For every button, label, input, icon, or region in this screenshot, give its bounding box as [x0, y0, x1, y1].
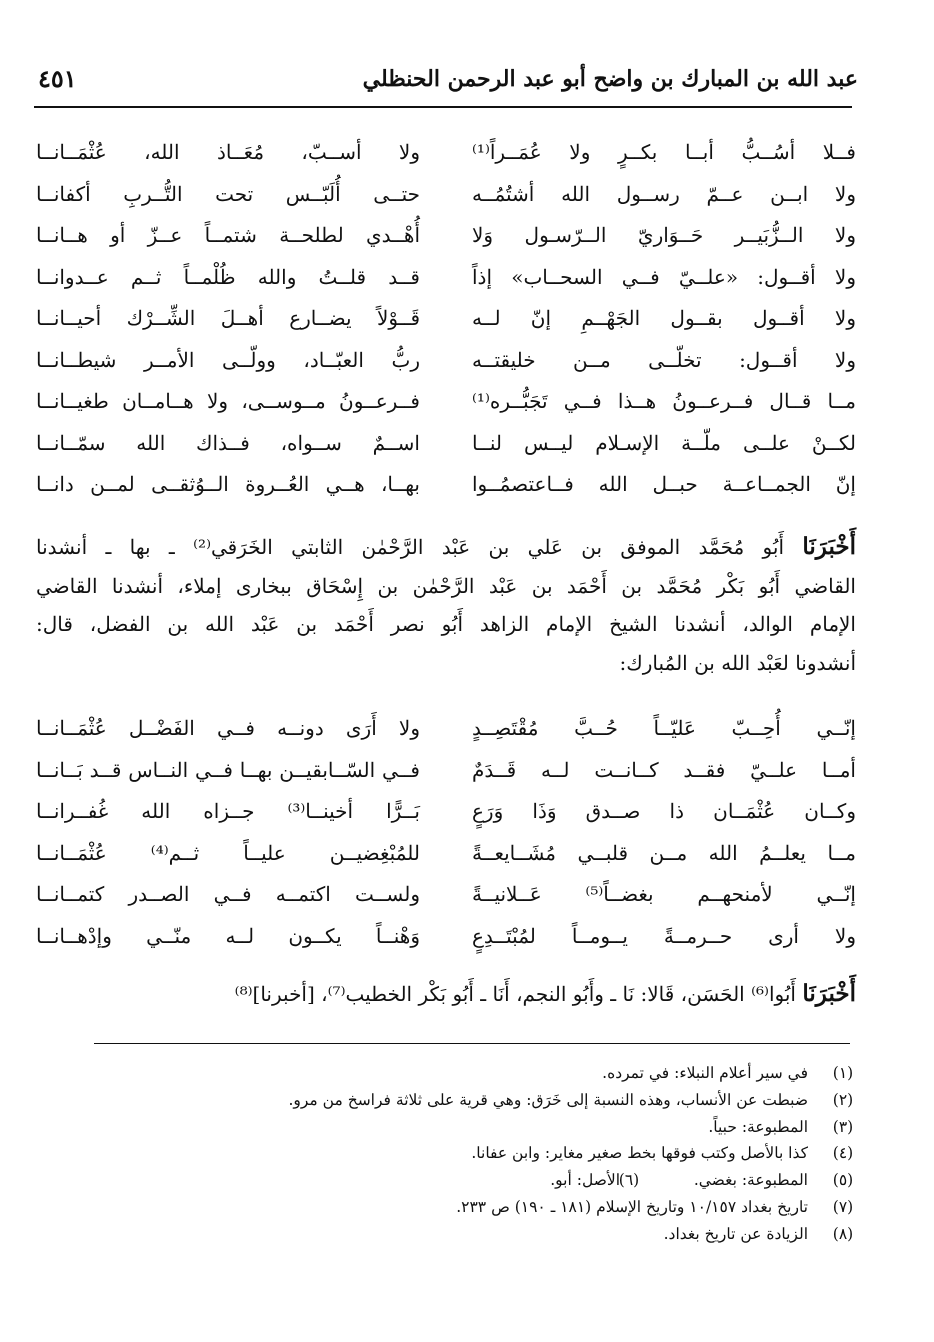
footnote-text: في سير أعلام النبلاء: في تمرده.	[602, 1064, 808, 1082]
verse-second-hemistich: ولســت اكتمــه فــي الصــدر كتمــانــا	[36, 882, 420, 906]
footnote-text: الأصل: أبو.	[550, 1171, 620, 1190]
narration-paragraph-1	[36, 528, 856, 682]
verse-first-hemistich: وكــان عُثْمَــان ذا صــدق وَذَا وَرَعٍ	[472, 799, 856, 823]
footnote-text: الزيادة عن تاريخ بغداد.	[663, 1224, 808, 1243]
verse-first-hemistich: ولا أقــول: تخلّــى مــن خليقتــه	[472, 347, 856, 372]
footnote-text: المطبوعة: بغضي.	[693, 1171, 808, 1190]
poem-block-2	[36, 708, 856, 957]
verse-second-hemistich: ولا أَرَى دونــه فــي الفَضْــل عُثْمَــانــا	[36, 716, 420, 740]
verse-line	[36, 464, 856, 506]
verse-second-hemistich: وَهْنــاً يكــون لــه منّــي وإدْهــانــا	[36, 923, 420, 948]
verse-line	[36, 298, 856, 340]
verse-first-hemistich: لكــنْ علــى ملّــة الإسـلام ليــس لنــا	[472, 430, 856, 455]
verse-line	[36, 381, 856, 423]
prose-text: أَبُوا⁽⁶⁾ الحَسَن، قَالا: نَا ـ وأَبُو النجم، أَنَا ـ أَبُو بَكْر الخطيب⁽⁷⁾، [أخبرنا]⁽⁸⁾	[234, 982, 796, 1006]
footnote-number: (٧)	[832, 1197, 854, 1216]
verse-line	[36, 916, 856, 958]
verse-first-hemistich: مــا يعلــمُ الله مــن قلبــي مُشَــايعــةً	[472, 840, 856, 865]
verse-line	[36, 423, 856, 465]
running-title: عبد الله بن المبارك بن واضح أبو عبد الرحمن الحنظلي	[362, 66, 858, 92]
page-header	[30, 62, 858, 102]
verse-second-hemistich: بهــا، هــي العُــروة الــوُثقــى لمــن دانــا	[36, 472, 420, 496]
verse-line	[36, 132, 856, 174]
verse-second-hemistich: فــي السّــابقيــن بهــا فــي النــاس قــد بَــانــا	[36, 757, 420, 782]
footnotes	[70, 1060, 854, 1248]
verse-second-hemistich: فــرعــونُ مــوســى، ولا هــامــان طغيــانــا	[36, 389, 420, 413]
prose-line: أنشدونا لعَبْد الله بن المُبارك:	[619, 650, 856, 675]
verse-line	[36, 174, 856, 216]
verse-first-hemistich: ولا أقــول: «علــيّ فــي السحــاب» إذاً	[472, 264, 856, 289]
prose-line	[36, 528, 856, 567]
verse-second-hemistich: اســمٌ ســواه، فــذاك الله سمّــانــا	[36, 430, 420, 455]
footnote-number: (٣)	[832, 1117, 854, 1136]
verse-line	[36, 874, 856, 916]
footnote	[70, 1087, 854, 1114]
footnote-number: (٢)	[832, 1090, 854, 1109]
verse-first-hemistich: ولا الــزُّبَيــر حَــوَاريّ الــرّسـول وَلا	[472, 223, 856, 247]
poem-block-1	[36, 132, 856, 506]
verse-first-hemistich: إنّــي لأمنحهــم بغضــاً⁽⁵⁾ عَــلانيــةً	[472, 882, 856, 906]
verse-first-hemistich: ولا أقــول بقــول الجَهْــمِ إنّ لــه	[472, 306, 856, 330]
header-rule	[34, 106, 852, 108]
footnote-text: كذا بالأصل وكتب فوقها بخط صغير مغاير: وابن عفانا.	[471, 1144, 808, 1163]
footnote	[70, 1194, 854, 1221]
verse-first-hemistich: إنّــي أُحِــبّ عَليّــاً حُــبَّ مُقْتَصِــدٍ	[472, 716, 856, 740]
verse-second-hemistich: حتــى أُلَبّــس تحت التُّــربِ أكفانــا	[36, 181, 420, 206]
verse-second-hemistich: بَــرًّا أخينــا⁽³⁾ جــزاه الله غُفــرانــا	[36, 799, 420, 823]
footnote-number: (٦)	[618, 1171, 640, 1190]
verse-line	[36, 215, 856, 257]
footnote	[70, 1221, 854, 1248]
footnote-separator	[94, 1043, 850, 1044]
prose-text: أَبُو مُحَمَّد الموفق بن عَلي بن عَبْد الرَّحْمٰن الثابتي الخَرَقي⁽²⁾ ـ بها ـ أنشدنا	[36, 535, 785, 559]
verse-line	[36, 791, 856, 833]
verse-line	[36, 750, 856, 792]
narration-paragraph-2	[36, 975, 856, 1014]
verse-first-hemistich: ولا ابــن عــمّ رســول الله أشتُمُــه	[472, 181, 856, 206]
prose-line	[36, 975, 856, 1014]
footnote-text: تاريخ بغداد ١٠/١٥٧ وتاريخ الإسلام (١٨١ ـ ١٩٠) ص ٢٣٣.	[456, 1197, 808, 1216]
footnote-number: (٥)	[832, 1171, 854, 1190]
verse-line	[36, 340, 856, 382]
prose-line: القاضي أَبُو بَكْر مُحَمَّد بن أَحْمَد بن عَبْد الرَّحْمٰن بن إِسْحَاق ببخارى إملاء، أنشدنا القاضي	[36, 573, 856, 598]
footnote-number: (٤)	[832, 1144, 854, 1163]
verse-first-hemistich: أمــا علــيّ فقــد كــانــت لــه قَــدَمٌ	[472, 757, 856, 782]
prose-line: الإمام الوالد، أنشدنا الشيخ الإمام الزاهد أَبُو نصر أَحْمَد بن عَبْد الله بن الفضل، قال:	[36, 612, 856, 636]
verse-first-hemistich: ولا أرى حــرمــةً يــومــاً لمُبْتَــدِعٍ	[472, 923, 856, 948]
footnote	[70, 1114, 854, 1141]
verse-line	[36, 257, 856, 299]
footnote-text: المطبوعة: حبياً.	[708, 1117, 808, 1136]
footnote-number: (١)	[832, 1064, 854, 1082]
verse-first-hemistich: إنّ الجمــاعــة حبــل الله فــاعتصمُــوا	[472, 472, 856, 496]
verse-second-hemistich: قــد قلــتُ والله ظُلْمــاً ثــم عــدوانــا	[36, 264, 420, 289]
footnote-text: ضبطت عن الأنساب، وهذه النسبة إلى خَرَق: وهي قرية على ثلاثة فراسخ من مرو.	[288, 1090, 808, 1109]
footnote-number: (٨)	[832, 1224, 854, 1243]
footnote	[70, 1060, 854, 1087]
verse-second-hemistich: ربُّ العبّــاد، وولّــى الأمــر شيطــانــا	[36, 347, 420, 372]
footnote	[70, 1167, 854, 1194]
verse-line	[36, 708, 856, 750]
page-number: ٤٥١	[38, 64, 77, 93]
verse-first-hemistich: مــا قــال فــرعــونُ هــذا فــي تَجَبُّــره⁽¹⁾	[472, 389, 856, 413]
verse-second-hemistich: للمُبْغِضيــن عليــاً ثــم⁽⁴⁾ عُثْمَــانــا	[36, 840, 420, 865]
verse-second-hemistich: ولا أســبّ، مُعَــاذ الله، عُثْمَــانــا	[36, 140, 420, 164]
narration-lead-word: أَخْبَرَنَا	[802, 980, 856, 1007]
verse-second-hemistich: قَــوْلاً يضــارع أهــلَ الشِّــرْك أحيــانــا	[36, 306, 420, 330]
verse-second-hemistich: أُهْــدي لطلحــة شتمــاً عــزّ أو هــانــا	[36, 223, 420, 247]
verse-first-hemistich: فــلا أسُــبُّ أبــا بكــرٍ ولا عُمَــراً⁽¹⁾	[472, 140, 856, 164]
footnote	[70, 1140, 854, 1167]
narration-lead-word: أَخْبَرَنَا	[802, 533, 857, 560]
verse-line	[36, 833, 856, 875]
